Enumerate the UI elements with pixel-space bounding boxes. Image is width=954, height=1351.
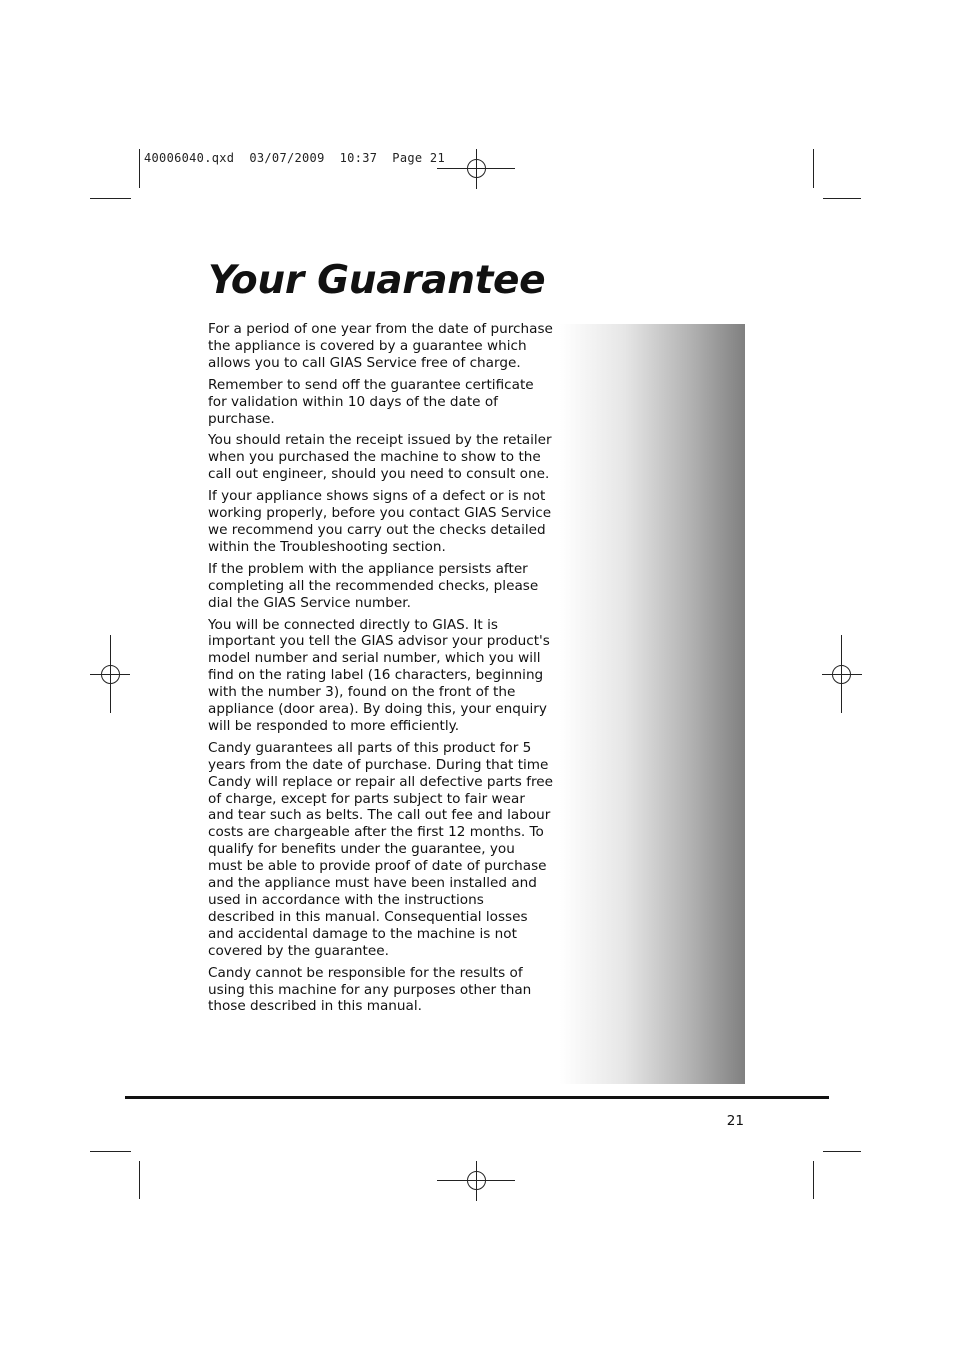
gradient-side-panel xyxy=(560,324,745,1084)
paragraph: Remember to send off the guarantee certificate for validation within 10 days of the date of purchase. xyxy=(208,376,534,427)
crop-mark-icon xyxy=(823,1151,861,1152)
paragraph: You should retain the receipt issued by the retailer when you purchased the machine to show to the call out engineer, should you need to consult one. xyxy=(208,432,552,483)
crop-mark-icon xyxy=(813,1161,814,1199)
paragraph: You will be connected directly to GIAS. It is important you tell the GIAS advisor your product's model number and serial number, which you will find on the rating label (16 characters, beginning with the number 3), found on the front of the appliance (door area). By doing this, your enquiry will be responded to more efficiently. xyxy=(208,616,550,734)
printer-slug: 40006040.qxd 03/07/2009 10:37 Page 21 xyxy=(144,151,445,165)
crop-mark-icon xyxy=(90,1151,131,1152)
registration-mark-icon xyxy=(437,1161,517,1201)
paragraph: Candy cannot be responsible for the results of using this machine for any purposes other than those described in this manual. xyxy=(208,964,532,1015)
paragraph: Candy guarantees all parts of this product for 5 years from the date of purchase. During that time Candy will replace or repair all defective parts free of charge, except for parts subject to fair wear and tear such as belts. The call out fee and labour costs are chargeable after the first 12 months. To qualify for benefits under the guarantee, you must be able to provide proof of date of purchase and the appliance must have been installed and used in accordance with the instructions described in this manual. Consequential losses and accidental damage to the machine is not covered by the guarantee. xyxy=(208,739,554,959)
footer-rule xyxy=(125,1096,829,1099)
crop-mark-icon xyxy=(823,198,861,199)
crop-mark-icon xyxy=(90,198,131,199)
page-number: 21 xyxy=(726,1113,744,1129)
paragraph: If your appliance shows signs of a defect or is not working properly, before you contact GIAS Service we recommend you carry out the checks detailed within the Troubleshooting section. xyxy=(208,488,552,555)
crop-mark-icon xyxy=(813,149,814,188)
registration-mark-icon xyxy=(90,635,130,715)
registration-mark-icon xyxy=(437,149,517,189)
crop-mark-icon xyxy=(139,149,140,188)
registration-mark-icon xyxy=(822,635,862,715)
crop-mark-icon xyxy=(139,1161,140,1199)
page-title: Your Guarantee xyxy=(208,258,546,303)
paragraph: For a period of one year from the date of purchase the appliance is covered by a guarantee which allows you to call GIAS Service free of charge. xyxy=(208,321,553,371)
paragraph: If the problem with the appliance persists after completing all the recommended checks, please dial the GIAS Service number. xyxy=(208,560,539,611)
guarantee-text xyxy=(208,321,553,1020)
